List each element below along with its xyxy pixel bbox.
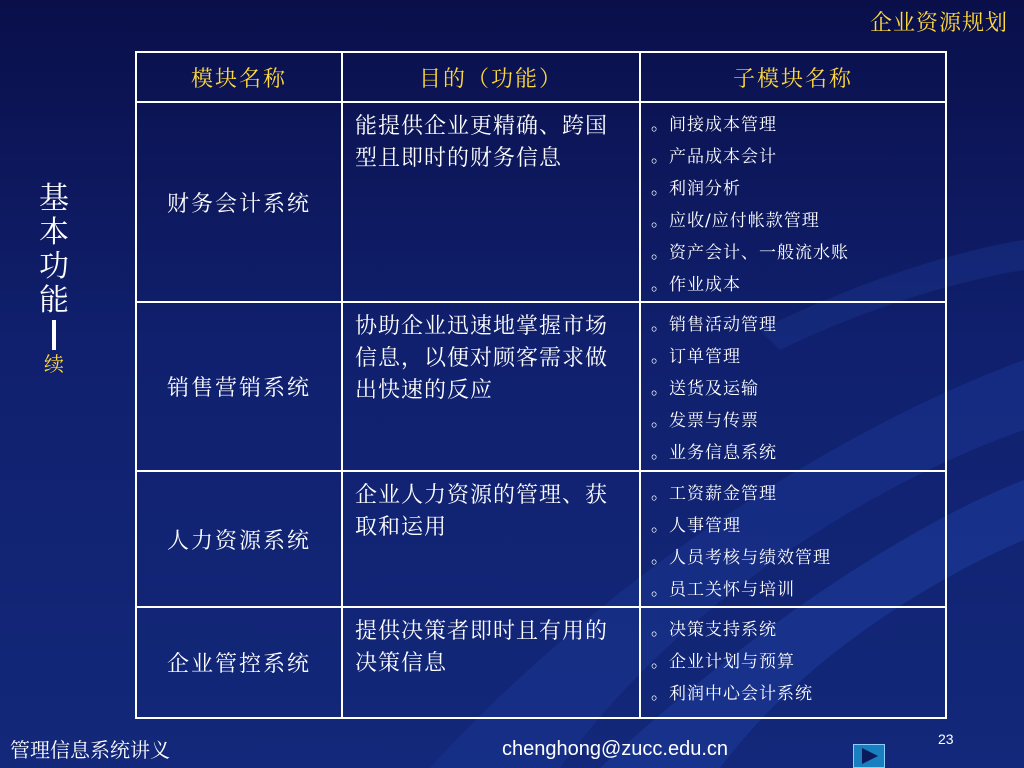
submodule-item: 。送货及运输	[651, 379, 759, 399]
submodule-item: 。利润分析	[651, 179, 741, 199]
module-name: 财务会计系统	[136, 102, 342, 302]
slide-side-title	[34, 182, 74, 376]
submodule-item: 。应收/应付帐款管理	[651, 211, 820, 231]
title-dash	[52, 320, 56, 350]
play-triangle-icon	[854, 745, 884, 767]
submodule-list	[640, 302, 946, 471]
table-row	[136, 471, 946, 607]
submodule-item: 。产品成本会计	[651, 147, 777, 167]
submodule-item: 。人事管理	[651, 516, 741, 536]
table-row	[136, 607, 946, 718]
submodule-list	[640, 102, 946, 302]
module-purpose: 提供决策者即时且有用的决策信息	[342, 607, 640, 718]
table-row	[136, 302, 946, 471]
next-slide-button[interactable]	[853, 744, 885, 768]
header-submodule-name: 子模块名称	[640, 52, 946, 102]
submodule-item: 。决策支持系统	[651, 620, 777, 640]
submodule-item: 。工资薪金管理	[651, 484, 777, 504]
submodule-item: 。销售活动管理	[651, 315, 777, 335]
submodule-item: 。间接成本管理	[651, 115, 777, 135]
table-header-row	[136, 52, 946, 102]
module-name: 人力资源系统	[136, 471, 342, 607]
continued-label: 续	[44, 352, 64, 376]
header-module-name: 模块名称	[136, 52, 342, 102]
module-purpose: 能提供企业更精确、跨国型且即时的财务信息	[342, 102, 640, 302]
submodule-item: 。人员考核与绩效管理	[651, 548, 831, 568]
module-name: 企业管控系统	[136, 607, 342, 718]
side-title-char: 功	[39, 249, 69, 284]
submodule-item: 。利润中心会计系统	[651, 684, 813, 704]
submodule-item: 。业务信息系统	[651, 443, 777, 463]
course-title: 管理信息系统讲义	[10, 738, 170, 762]
page-number: 23	[938, 731, 954, 747]
side-title-char: 本	[39, 215, 69, 250]
submodule-item: 。订单管理	[651, 347, 741, 367]
slide-section-title: 企业资源规划	[869, 11, 1008, 36]
submodule-item: 。员工关怀与培训	[651, 580, 795, 600]
module-name: 销售营销系统	[136, 302, 342, 471]
table-row	[136, 102, 946, 302]
submodule-list	[640, 471, 946, 607]
header-purpose: 目的（功能）	[342, 52, 640, 102]
module-purpose: 协助企业迅速地掌握市场信息，以便对顾客需求做出快速的反应	[342, 302, 640, 471]
submodule-item: 。资产会计、一般流水账	[651, 243, 849, 263]
author-email: chenghong@zucc.edu.cn	[502, 738, 729, 760]
submodule-list	[640, 607, 946, 718]
module-purpose: 企业人力资源的管理、获取和运用	[342, 471, 640, 607]
submodule-item: 。企业计划与预算	[651, 652, 795, 672]
side-title-char: 能	[39, 283, 69, 318]
submodule-item: 。作业成本	[651, 275, 741, 295]
side-title-char: 基	[39, 181, 69, 216]
submodule-item: 。发票与传票	[651, 411, 759, 431]
module-table	[135, 51, 947, 719]
